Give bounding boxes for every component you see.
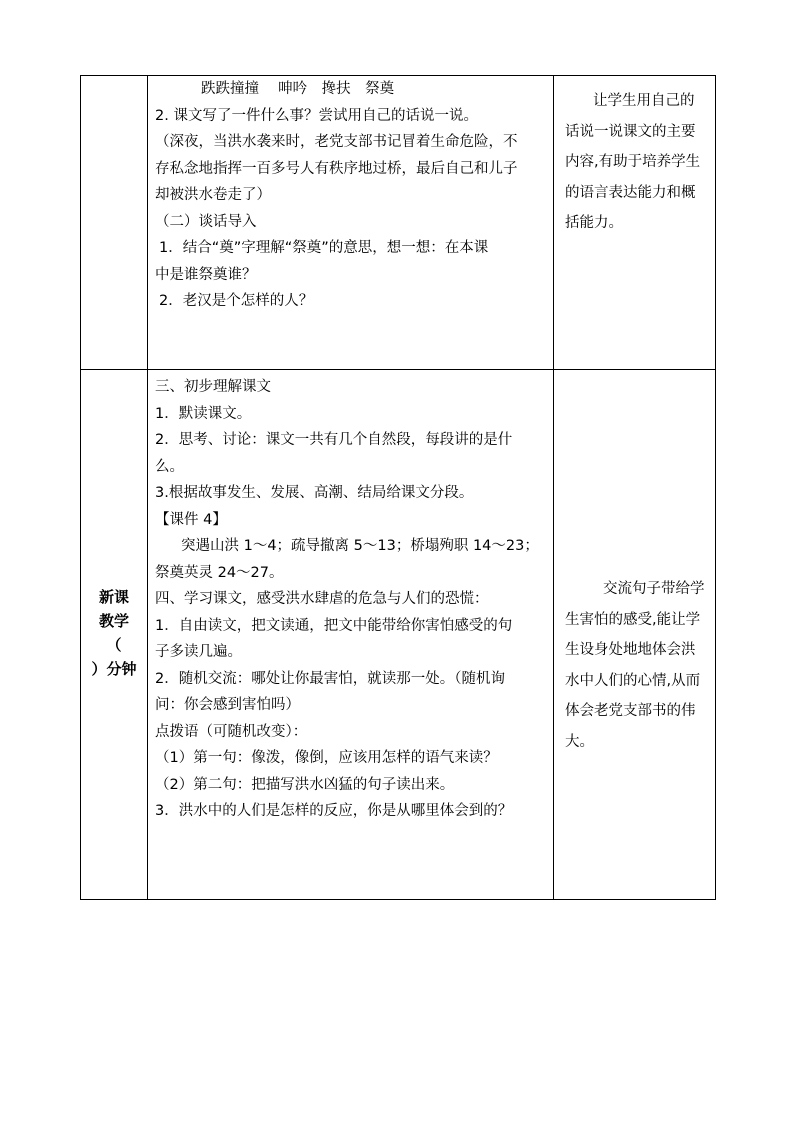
- content-line: 1．默读课文。: [155, 405, 252, 422]
- design-intent-cell: [554, 76, 716, 370]
- note-line: 体会老党支部书的伟: [565, 703, 696, 719]
- table-row: [81, 76, 716, 370]
- note-line: 内容,有助于培养学生: [565, 154, 701, 170]
- content-line: （1）第一句：像泼，像倒，应该用怎样的语气来读？: [155, 750, 498, 766]
- stage-label: [81, 370, 147, 681]
- content-line: 祭奠英灵 24～27。: [155, 564, 284, 581]
- content-line: 2．老汉是个怎样的人？: [159, 293, 314, 309]
- design-intent-cell: [554, 370, 716, 900]
- stage-label-cell: [81, 76, 148, 370]
- content-line: （二）谈话导入: [155, 213, 257, 230]
- content-line: （2）第二句：把描写洪水凶猛的句子读出来。: [155, 776, 455, 793]
- content-line: 存私念地指挥一百多号人有秩序地过桥，最后自己和儿子: [155, 160, 518, 177]
- note-line: 交流句子带给学: [603, 581, 705, 597]
- content-line: 1．结合“奠”字理解“祭奠”的意思，想一想：在本课: [159, 240, 489, 256]
- design-intent-note: [554, 76, 715, 239]
- lesson-plan-table: [80, 75, 716, 900]
- content-line: 却被洪水卷走了）: [155, 187, 271, 203]
- stage-label-line: ）分钟: [91, 660, 137, 678]
- content-line: 3.根据故事发生、发展、高潮、结局给课文分段。: [155, 485, 474, 501]
- content-line: 问：你会感到害怕吗）: [155, 697, 300, 713]
- content-line: 3．洪水中的人们是怎样的反应，你是从哪里体会到的？: [155, 803, 513, 819]
- content-line: 中是谁祭奠谁？: [155, 266, 257, 283]
- content-line: 【课件 4】: [155, 511, 227, 528]
- content-line: 跌跌撞撞 呻吟 搀扶 祭奠: [201, 81, 395, 97]
- note-line: 括能力。: [565, 215, 623, 231]
- design-intent-note: [554, 370, 715, 757]
- note-line: 的语言表达能力和概: [565, 184, 696, 201]
- note-line: 水中人们的心情,从而: [565, 672, 701, 689]
- table-row: [81, 370, 716, 900]
- note-line: 生害怕的感受,能让学: [565, 611, 701, 628]
- content-line: 点拨语（可随机改变）：: [155, 723, 308, 740]
- teaching-content: [148, 370, 553, 825]
- stage-label-line: 教学: [98, 612, 129, 630]
- content-line: 2. 课文写了一件什么事？尝试用自己的话说一说。: [155, 107, 478, 124]
- teaching-content: [148, 76, 553, 315]
- content-line: （深夜，当洪水袭来时，老党支部书记冒着生命危险，不: [155, 134, 518, 150]
- note-line: 大。: [565, 733, 594, 750]
- stage-label-line: （: [106, 636, 122, 654]
- stage-label-line: 新课: [98, 588, 129, 606]
- content-line: 四、学习课文，感受洪水肆虐的危急与人们的恐慌：: [155, 591, 489, 607]
- content-line: 三、初步理解课文: [155, 379, 271, 395]
- stage-label-cell: [81, 370, 148, 900]
- content-line: 子多读几遍。: [155, 644, 242, 660]
- content-line: 1．自由读文，把文读通，把文中能带给你害怕感受的句: [155, 617, 513, 634]
- content-line: 2．随机交流：哪处让你最害怕，就读那一处。（随机询: [155, 670, 505, 687]
- teaching-content-cell: [148, 370, 554, 900]
- note-line: 话说一说课文的主要: [565, 123, 696, 140]
- note-line: 生设身处地地体会洪: [565, 642, 696, 658]
- teaching-content-cell: [148, 76, 554, 370]
- content-line: 突遇山洪 1～4；疏导撤离 5～13；桥塌殉职 14～23；: [181, 538, 539, 554]
- note-line: 让学生用自己的: [593, 93, 695, 109]
- content-line: 2．思考、讨论：课文一共有几个自然段，每段讲的是什: [155, 432, 513, 448]
- content-line: 么。: [155, 458, 184, 475]
